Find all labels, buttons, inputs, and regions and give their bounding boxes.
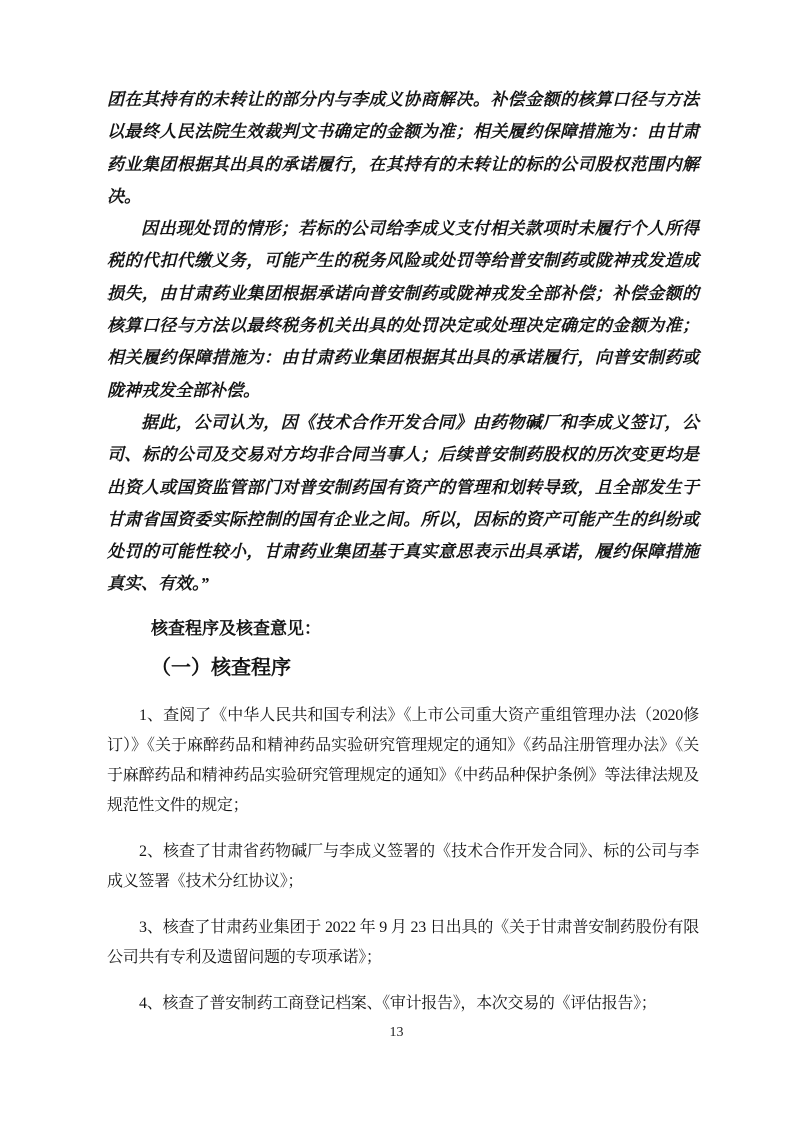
subsection-heading-procedure: （一）核查程序: [151, 656, 291, 679]
procedure-item-2: 2、核查了甘肃省药物碱厂与李成义签署的《技术合作开发合同》、标的公司与李成义签署《技术分红协议》；: [107, 842, 699, 890]
quoted-paragraph-conclusion: 据此，公司认为，因《技术合作开发合同》由药物碱厂和李成义签订，公司、标的公司及交易对方均非合同当事人；后续普安制药股权的历次变更均是出资人或国资监管部门对普安制药国有资产的管理和划转导致，且全部发生于甘肃省国资委实际控制的国有企业之间。所以，因标的资产可能产生的纠纷或处罚的可能性较小，甘肃药业集团基于真实意思表示出具承诺，履约保障措施真实、有效。”: [107, 412, 699, 594]
quoted-paragraph-tax-compensation: 因出现处罚的情形；若标的公司给李成义支付相关款项时未履行个人所得税的代扣代缴义务，可能产生的税务风险或处罚等给普安制药或陇神戎发造成损失，由甘肃药业集团根据承诺向普安制药或陇神戎发全部补偿；补偿金额的核算口径与方法以最终税务机关出具的处罚决定或处理决定确定的金额为准；相关履约保障措施为：由甘肃药业集团根据其出具的承诺履行，向普安制药或陇神戎发全部补偿。: [107, 219, 699, 400]
procedure-item-1: 1、查阅了《中华人民共和国专利法》《上市公司重大资产重组管理办法（2020修订）》《关于麻醉药品和精神药品实验研究管理规定的通知》《药品注册管理办法》《关于麻醉药品和精神药品实验研究管理规定的通知》《中药品种保护条例》等法律法规及规范性文件的规定；: [107, 706, 699, 814]
page-number: 13: [389, 1025, 404, 1040]
page-content: [107, 84, 699, 1019]
quoted-paragraph-continuation: 团在其持有的未转让的部分内与李成义协商解决。补偿金额的核算口径与方法以最终人民法院生效裁判文书确定的金额为准；相关履约保障措施为：由甘肃药业集团根据其出具的承诺履行，在其持有的未转让的标的公司股权范围内解决。: [107, 90, 699, 206]
section-heading-verification: 核查程序及核查意见：: [151, 618, 321, 638]
procedure-item-4: 4、核查了普安制药工商登记档案、《审计报告》，本次交易的《评估报告》；: [139, 994, 657, 1012]
procedure-item-3: 3、核查了甘肃药业集团于 2022 年 9 月 23 日出具的《关于甘肃普安制药股份有限公司共有专利及遗留问题的专项承诺》；: [107, 918, 699, 966]
